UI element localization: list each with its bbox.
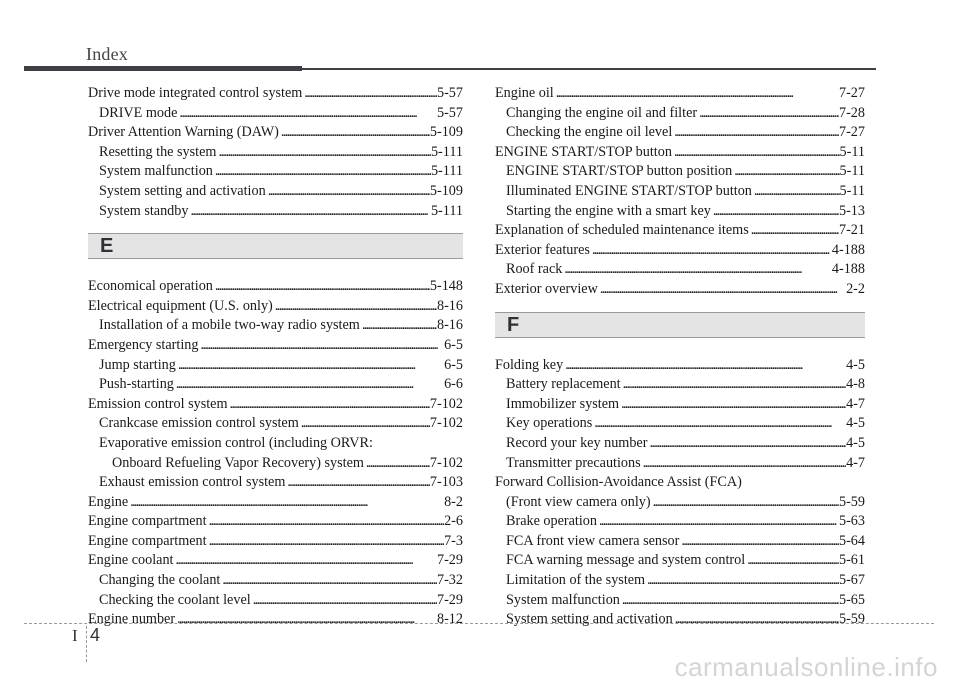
entry-page: 5-65 [838,591,865,608]
entry-term: System setting and activation [99,182,266,199]
entry-term: System standby [99,202,189,219]
dot-leader [592,414,846,434]
entry-page: 6-6 [444,376,463,393]
entry-page: 7-27 [838,124,865,141]
dot-leader [174,375,444,395]
entry-page: 5-57 [436,104,463,121]
index-entry: Evaporative emission control (including ORVR: [99,434,373,451]
dot-leader [562,260,832,280]
entry-page: 5-64 [838,532,865,549]
dot-leader [228,395,430,415]
index-entry [88,104,463,124]
entry-page: 5-11 [839,143,865,160]
entry-term: Emission control system [88,395,228,412]
entry-term: Engine number [88,611,176,628]
dot-leader [672,143,840,163]
entry-page: 5-59 [838,493,865,510]
dot-leader [188,202,430,222]
entry-page: 8-16 [436,317,463,334]
entry-page: 7-102 [429,395,463,412]
dot-leader [285,473,429,493]
entry-term: Roof rack [506,261,563,278]
index-group-d [88,84,463,221]
entry-term: Battery replacement [506,376,621,393]
index-group-f [495,356,865,630]
section-letter: E [100,235,114,258]
index-entry [88,143,463,163]
entry-term: FCA front view camera sensor [506,532,680,549]
entry-term: System setting and activation [506,611,673,628]
index-entry [495,493,865,513]
dot-leader [198,336,444,356]
entry-term: Onboard Refueling Vapor Recovery) system [112,454,364,471]
index-entry [495,375,865,395]
index-entry [495,454,865,474]
entry-term: Engine coolant [88,552,174,569]
entry-page: 4-7 [846,395,865,412]
page-title: Index [86,44,128,64]
index-entry [88,162,463,182]
index-entry [88,454,463,474]
dot-leader [220,571,437,591]
entry-term: Checking the engine oil level [506,124,673,141]
index-entry [495,610,865,630]
dot-leader [620,591,839,611]
index-entry [88,375,463,395]
entry-term: DRIVE mode [99,104,178,121]
entry-term: Changing the coolant [99,572,221,589]
dot-leader [360,316,437,336]
dot-leader [679,532,839,552]
index-entry: Forward Collision-Avoidance Assist (FCA) [495,474,742,491]
index-entry [495,84,865,104]
dot-leader [251,591,437,611]
index-entry [495,434,865,454]
index-entry [495,182,865,202]
section-header-f [495,312,865,338]
entry-term: Installation of a mobile two-way radio system [99,317,360,334]
watermark: carmanualsonline.info [674,652,938,682]
entry-term: Engine [88,493,129,510]
index-entry [88,591,463,611]
entry-page: 5-13 [838,202,865,219]
index-group-e-cont [495,84,865,300]
index-entry [495,571,865,591]
dot-leader [645,571,839,591]
dot-leader [732,162,839,182]
entry-term: Explanation of scheduled maintenance items [495,222,749,239]
entry-term: Starting the engine with a smart key [506,202,711,219]
dot-leader [176,356,444,376]
dot-leader [554,84,839,104]
index-entry [88,532,463,552]
entry-term: Resetting the system [99,143,217,160]
entry-term: ENGINE START/STOP button position [506,163,733,180]
entry-page: 5-109 [429,182,463,199]
dot-leader [711,202,839,222]
dot-leader [213,162,431,182]
index-entry [88,512,463,532]
dot-leader [745,551,839,571]
index-entry [495,260,865,280]
entry-page: 5-63 [838,513,865,530]
entry-page: 6-5 [444,356,463,373]
entry-page: 7-28 [838,104,865,121]
footer-section-label: I [72,626,78,645]
entry-term: Exterior overview [495,280,598,297]
dot-leader [563,356,846,376]
dot-leader [364,454,430,474]
entry-term: Economical operation [88,278,213,295]
dot-leader [299,414,430,434]
entry-page: 4-5 [846,434,865,451]
entry-page: 7-21 [838,222,865,239]
index-entry [88,356,463,376]
entry-page: 4-188 [831,261,865,278]
index-entry [88,182,463,202]
entry-page: 7-102 [429,415,463,432]
index-entry [495,512,865,532]
dot-leader [598,280,846,300]
index-entry [88,202,463,222]
entry-term: Electrical equipment (U.S. only) [88,297,273,314]
dot-leader [621,375,846,395]
entry-term: Transmitter precautions [506,454,641,471]
entry-page: 5-111 [430,163,463,180]
index-entry [495,104,865,124]
index-column-left [88,84,463,630]
index-entry [495,202,865,222]
entry-page: 7-29 [436,552,463,569]
index-entry [495,280,865,300]
entry-term: Exterior features [495,241,590,258]
index-entry [495,162,865,182]
entry-term: Drive mode integrated control system [88,85,303,101]
dot-leader [273,297,437,317]
entry-term: Driver Attention Warning (DAW) [88,124,279,141]
index-entry [88,610,463,630]
index-group-e [88,277,463,630]
entry-page: 5-111 [430,202,463,219]
index-entry [495,551,865,571]
section-letter: F [507,313,520,336]
index-entry [88,277,463,297]
index-entry [495,591,865,611]
entry-page: 4-7 [846,454,865,471]
dot-leader [752,182,840,202]
entry-term: (Front view camera only) [506,493,651,510]
index-entry [495,221,865,241]
index-entry [88,493,463,513]
dot-leader [597,512,839,532]
index-entry [88,395,463,415]
entry-page: 4-5 [846,415,865,432]
entry-page: 5-11 [839,163,865,180]
entry-page: 8-16 [436,297,463,314]
entry-page: 5-11 [839,182,865,199]
dot-leader [279,123,430,143]
entry-page: 5-61 [838,552,865,569]
dot-leader [213,277,430,297]
index-entry [88,297,463,317]
index-entry [88,336,463,356]
dot-leader [175,610,437,630]
entry-page: 7-32 [436,572,463,589]
index-entry [495,395,865,415]
index-entry [88,571,463,591]
footer-rule [24,623,934,624]
entry-page: 2-2 [846,280,865,297]
dot-leader [673,610,839,630]
entry-term: Key operations [506,415,593,432]
entry-term: ENGINE START/STOP button [495,143,672,160]
entry-page: 8-2 [444,493,463,510]
dot-leader [207,512,444,532]
dot-leader [216,143,431,163]
index-entry [88,414,463,434]
entry-page: 5-67 [838,572,865,589]
entry-page: 7-3 [444,532,463,549]
index-entry [495,241,865,261]
dot-leader [647,434,846,454]
page-number: 4 [90,625,101,645]
index-entry [495,143,865,163]
footer-divider [86,626,87,662]
entry-term: Checking the coolant level [99,591,251,608]
entry-page: 5-57 [436,85,463,101]
dot-leader [672,123,839,143]
index-column-right [495,84,865,630]
entry-page: 6-5 [444,336,463,353]
index-entry [88,473,463,493]
entry-term: Emergency starting [88,336,199,353]
entry-term: FCA warning message and system control [506,552,746,569]
index-entry [88,84,463,104]
index-entry [495,532,865,552]
entry-term: Brake operation [506,513,597,530]
entry-term: Engine oil [495,85,554,101]
entry-term: Exhaust emission control system [99,474,286,491]
entry-term: Record your key number [506,434,648,451]
entry-page: 8-12 [436,611,463,628]
entry-term: Immobilizer system [506,395,620,412]
dot-leader [302,84,437,104]
entry-page: 7-103 [429,474,463,491]
entry-page: 2-6 [444,513,463,530]
entry-page: 5-109 [429,124,463,141]
section-header-e [88,233,463,259]
entry-page: 7-29 [436,591,463,608]
entry-page: 4-8 [846,376,865,393]
index-entry [88,123,463,143]
entry-page: 7-102 [429,454,463,471]
dot-leader [174,551,437,571]
entry-page: 4-188 [831,241,865,258]
header-rule-thick [24,66,302,71]
entry-term: Changing the engine oil and filter [506,104,698,121]
entry-page: 5-111 [430,143,463,160]
dot-leader [207,532,444,552]
dot-leader [590,241,832,261]
entry-term: System malfunction [506,591,620,608]
entry-term: Illuminated ENGINE START/STOP button [506,182,752,199]
header-rule-thin [302,68,876,70]
dot-leader [749,221,839,241]
index-entry [495,356,865,376]
dot-leader [177,104,437,124]
dot-leader [128,493,444,513]
entry-term: Jump starting [99,356,176,373]
entry-term: Engine compartment [88,532,207,549]
entry-term: Limitation of the system [506,572,646,589]
entry-term: Push-starting [99,376,174,393]
dot-leader [619,395,846,415]
index-entry [88,316,463,336]
dot-leader [651,493,839,513]
index-entry [88,551,463,571]
entry-term: Engine compartment [88,513,207,530]
entry-page: 7-27 [838,85,865,101]
entry-term: Folding key [495,356,564,373]
index-entry [495,414,865,434]
dot-leader [697,104,839,124]
dot-leader [266,182,430,202]
entry-page: 5-148 [429,278,463,295]
dot-leader [641,454,846,474]
entry-term: System malfunction [99,163,213,180]
index-entry [495,123,865,143]
entry-page: 5-59 [838,611,865,628]
entry-term: Crankcase emission control system [99,415,299,432]
entry-page: 4-5 [846,356,865,373]
